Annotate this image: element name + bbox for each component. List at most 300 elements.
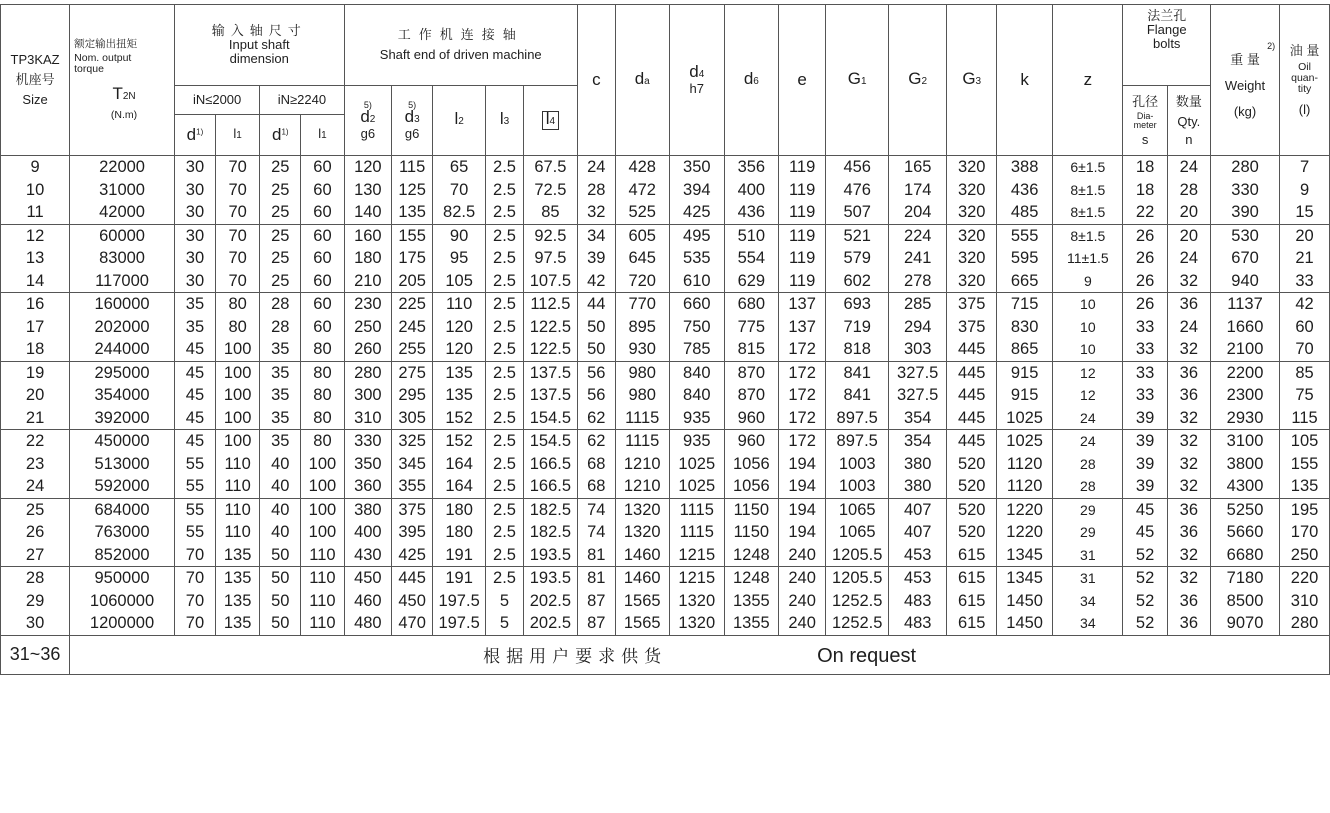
- cell-l1b: [301, 498, 344, 567]
- value-g3: 615: [957, 591, 986, 610]
- cell-w: [1210, 361, 1279, 430]
- value-l4: 107.5: [529, 271, 572, 290]
- value-e: 119: [788, 249, 816, 267]
- cell-g2: [889, 430, 947, 499]
- cell-l4: [523, 567, 577, 636]
- cell-d2: [344, 430, 392, 499]
- value-d6: 960: [737, 408, 766, 427]
- cell-t2n: [70, 156, 175, 225]
- cell-l2: [433, 156, 486, 225]
- value-d2: 380: [354, 500, 382, 519]
- value-d1a: 55: [185, 477, 205, 495]
- value-d2: 460: [354, 591, 382, 610]
- cell-g3: [947, 430, 997, 499]
- value-l4: 166.5: [529, 454, 572, 473]
- value-size: 18: [25, 340, 45, 358]
- value-da: 1565: [623, 614, 661, 632]
- value-g1: 1003: [838, 477, 876, 495]
- value-l2: 191: [445, 569, 473, 587]
- value-d2: 160: [354, 226, 382, 245]
- value-g3: 445: [957, 340, 986, 358]
- cell-c: [577, 156, 615, 225]
- value-w: 280: [1231, 158, 1259, 176]
- value-t2n: 117000: [95, 271, 149, 290]
- value-d1b: 40: [271, 454, 290, 473]
- value-z: 24: [1080, 409, 1096, 426]
- cell-s: [1123, 430, 1167, 499]
- value-l1b: 60: [313, 271, 332, 290]
- cell-z: [1053, 156, 1123, 225]
- value-l1b: 80: [313, 363, 332, 382]
- value-d4: 1115: [679, 523, 714, 541]
- col-d3-header: 5) d3 g6: [392, 86, 433, 156]
- value-g2: 204: [903, 203, 932, 221]
- cell-d3: [392, 430, 433, 499]
- col-g1-header: G1: [826, 5, 889, 156]
- cell-oil: [1280, 156, 1330, 225]
- value-l1a: 100: [223, 363, 252, 382]
- value-da: 645: [628, 249, 656, 267]
- value-oil: 105: [1290, 432, 1319, 450]
- value-k: 485: [1010, 203, 1039, 221]
- value-k: 1345: [1006, 545, 1043, 564]
- value-g2: 303: [903, 340, 932, 358]
- size-group-row: [1, 567, 1330, 636]
- value-g3: 520: [957, 523, 986, 541]
- value-size: 16: [25, 295, 45, 313]
- cell-w: [1210, 224, 1279, 293]
- value-w: 1137: [1227, 295, 1263, 313]
- value-d3: 355: [398, 477, 426, 495]
- value-d2: 280: [354, 363, 382, 382]
- value-d1a: 70: [185, 569, 205, 587]
- value-d2: 310: [354, 408, 382, 427]
- value-d6: 1150: [733, 523, 770, 541]
- cell-d6: [724, 361, 778, 430]
- cell-n: [1167, 293, 1210, 362]
- value-l1a: 100: [223, 408, 252, 427]
- value-k: 1345: [1006, 569, 1043, 587]
- cell-d1b: [260, 498, 301, 567]
- cell-e: [778, 498, 826, 567]
- cell-z: [1053, 498, 1123, 567]
- value-n: 32: [1179, 477, 1199, 495]
- cell-l4: [523, 224, 577, 293]
- value-l1b: 110: [309, 591, 336, 610]
- value-z: 10: [1080, 296, 1096, 312]
- value-t2n: 1200000: [89, 614, 155, 632]
- value-g3: 320: [957, 203, 986, 221]
- flange-qty-header: 数量 Qty. n: [1167, 86, 1210, 156]
- cell-n: [1167, 156, 1210, 225]
- value-g1: 1205.5: [831, 545, 883, 564]
- value-d4: 840: [683, 363, 711, 382]
- value-l1b: 110: [309, 569, 336, 587]
- value-d1a: 70: [185, 545, 205, 564]
- value-d6: 1355: [732, 614, 770, 632]
- value-l3: 2.5: [493, 363, 516, 382]
- value-d1b: 40: [271, 500, 290, 519]
- value-g1: 1252.5: [831, 591, 883, 610]
- value-e: 240: [788, 545, 816, 564]
- value-c: 34: [587, 226, 606, 245]
- value-n: 24: [1179, 158, 1199, 176]
- value-g3: 615: [957, 614, 986, 632]
- value-d1b: 25: [271, 271, 290, 290]
- cell-d2: [344, 224, 392, 293]
- cell-l1b: [301, 293, 344, 362]
- value-d3: 275: [398, 363, 426, 382]
- value-c: 56: [587, 363, 606, 382]
- value-d1a: 30: [185, 249, 205, 267]
- value-k: 915: [1010, 363, 1039, 382]
- value-g2: 483: [903, 591, 932, 610]
- value-l3: 2.5: [493, 386, 516, 404]
- value-w: 7180: [1226, 569, 1264, 587]
- cell-oil: [1280, 293, 1330, 362]
- value-s: 26: [1135, 295, 1155, 313]
- value-oil: 75: [1295, 386, 1314, 404]
- value-d1b: 25: [271, 249, 290, 267]
- value-z: 12: [1080, 387, 1096, 403]
- size-group-row: [1, 156, 1330, 225]
- value-da: 1210: [623, 477, 661, 495]
- value-d2: 430: [354, 545, 382, 564]
- cell-size: [1, 224, 70, 293]
- value-l3: 2.5: [493, 523, 516, 541]
- value-d4: 935: [683, 432, 711, 450]
- cell-size: [1, 498, 70, 567]
- value-d1b: 25: [271, 180, 290, 199]
- value-g2: 224: [903, 226, 932, 245]
- value-d3: 255: [398, 340, 426, 358]
- value-l1a: 110: [224, 454, 251, 473]
- value-d3: 245: [398, 317, 426, 336]
- cell-e: [778, 430, 826, 499]
- cell-z: [1053, 430, 1123, 499]
- value-z: 29: [1080, 524, 1096, 540]
- value-g1: 456: [843, 158, 871, 176]
- value-d1a: 45: [185, 340, 205, 358]
- value-size: 12: [25, 226, 45, 245]
- value-t2n: 852000: [94, 545, 150, 564]
- cell-l1b: [301, 224, 344, 293]
- value-d6: 400: [737, 180, 766, 199]
- footer-size: 31~36: [1, 635, 70, 674]
- value-l4: 166.5: [529, 477, 572, 495]
- value-size: 20: [25, 386, 45, 404]
- col-g3-header: G3: [947, 5, 997, 156]
- value-d4: 750: [683, 317, 711, 336]
- value-d3: 445: [398, 569, 426, 587]
- cell-d2: [344, 361, 392, 430]
- value-c: 81: [587, 569, 606, 587]
- value-d4: 840: [683, 386, 711, 404]
- value-l1a: 70: [228, 271, 247, 290]
- value-s: 39: [1135, 477, 1155, 495]
- cell-d2: [344, 567, 392, 636]
- value-s: 18: [1135, 180, 1155, 199]
- value-w: 1660: [1226, 317, 1264, 336]
- weight-header: 2) 重 量 Weight (kg): [1210, 5, 1279, 156]
- cell-l2: [433, 361, 486, 430]
- cell-oil: [1280, 567, 1330, 636]
- value-d3: 155: [398, 226, 426, 245]
- value-da: 1460: [623, 545, 661, 564]
- value-oil: 280: [1290, 614, 1319, 632]
- col-l2-header: l2: [433, 86, 486, 156]
- value-l1b: 110: [309, 614, 336, 632]
- value-l1a: 70: [228, 249, 247, 267]
- value-oil: 60: [1295, 317, 1314, 336]
- value-d4: 1025: [678, 454, 716, 473]
- value-size: 22: [25, 432, 45, 450]
- value-w: 530: [1231, 226, 1259, 245]
- value-z: 31: [1080, 570, 1096, 586]
- value-k: 436: [1010, 180, 1039, 199]
- value-d1a: 45: [185, 432, 205, 450]
- value-size: 21: [25, 408, 45, 427]
- value-size: 19: [25, 363, 45, 382]
- col-l1-a-header: l1: [215, 115, 259, 156]
- value-s: 39: [1135, 432, 1155, 450]
- col-c-header: c: [577, 5, 615, 156]
- cell-l2: [433, 430, 486, 499]
- value-w: 2930: [1226, 408, 1264, 427]
- value-c: 68: [587, 454, 606, 473]
- value-d4: 935: [683, 408, 711, 427]
- value-d1b: 35: [271, 363, 290, 382]
- value-size: 23: [25, 454, 45, 473]
- value-g1: 841: [843, 386, 871, 404]
- cell-c: [577, 361, 615, 430]
- value-s: 33: [1135, 340, 1155, 358]
- value-l1b: 60: [313, 158, 332, 176]
- value-l1b: 60: [313, 203, 332, 221]
- value-k: 1025: [1006, 432, 1043, 450]
- value-d1b: 40: [271, 523, 290, 541]
- value-l1a: 135: [223, 545, 252, 564]
- value-g2: 483: [903, 614, 932, 632]
- cell-d6: [724, 430, 778, 499]
- value-s: 33: [1135, 317, 1155, 336]
- value-l1b: 80: [313, 432, 332, 450]
- value-g3: 520: [957, 454, 986, 473]
- value-g3: 320: [957, 180, 986, 199]
- value-d2: 300: [354, 386, 382, 404]
- value-d6: 960: [737, 432, 766, 450]
- value-g3: 520: [957, 500, 986, 519]
- value-l2: 90: [449, 226, 469, 245]
- value-d1b: 35: [271, 340, 290, 358]
- value-l4: 202.5: [529, 614, 572, 632]
- cell-l1a: [215, 430, 259, 499]
- value-d4: 785: [683, 340, 711, 358]
- value-c: 39: [587, 249, 606, 267]
- value-g1: 1065: [838, 500, 876, 519]
- value-d2: 400: [354, 523, 382, 541]
- value-s: 26: [1135, 226, 1155, 245]
- value-c: 50: [587, 340, 606, 358]
- value-t2n: 763000: [94, 523, 150, 541]
- value-d1a: 30: [185, 180, 205, 199]
- cell-s: [1123, 224, 1167, 293]
- value-l2: 135: [445, 386, 473, 404]
- value-z: 10: [1080, 318, 1096, 335]
- value-d3: 395: [398, 523, 426, 541]
- value-w: 5250: [1226, 500, 1264, 519]
- value-d3: 135: [398, 203, 426, 221]
- value-l1a: 110: [224, 523, 251, 541]
- value-l2: 120: [445, 340, 473, 358]
- value-n: 36: [1179, 591, 1199, 610]
- value-l4: 182.5: [529, 500, 572, 519]
- value-w: 5660: [1226, 523, 1264, 541]
- value-n: 24: [1179, 317, 1199, 336]
- cell-k: [997, 567, 1053, 636]
- value-d1b: 35: [271, 408, 290, 427]
- value-z: 8±1.5: [1070, 227, 1106, 244]
- value-g3: 615: [957, 569, 986, 587]
- value-l1b: 80: [313, 386, 332, 404]
- value-size: 17: [25, 317, 45, 336]
- value-d4: 660: [683, 295, 711, 313]
- value-d4: 1320: [678, 614, 716, 632]
- cell-w: [1210, 498, 1279, 567]
- value-w: 670: [1231, 249, 1259, 267]
- value-l1a: 100: [223, 432, 252, 450]
- cell-n: [1167, 430, 1210, 499]
- cell-da: [615, 361, 669, 430]
- cell-l4: [523, 430, 577, 499]
- value-size: 27: [25, 545, 45, 564]
- value-s: 45: [1135, 523, 1155, 541]
- value-e: 194: [788, 500, 816, 519]
- value-d6: 870: [737, 363, 766, 382]
- value-l1a: 70: [228, 158, 247, 176]
- value-k: 915: [1010, 386, 1039, 404]
- value-d1a: 35: [185, 295, 205, 313]
- value-g2: 327.5: [897, 363, 939, 382]
- cell-d3: [392, 156, 433, 225]
- value-oil: 70: [1295, 340, 1314, 358]
- value-d6: 510: [737, 226, 766, 245]
- value-c: 42: [587, 271, 606, 290]
- cell-c: [577, 430, 615, 499]
- value-d2: 130: [354, 180, 382, 199]
- cell-e: [778, 224, 826, 293]
- cell-g1: [826, 567, 889, 636]
- cell-oil: [1280, 430, 1330, 499]
- value-l4: 137.5: [529, 363, 572, 382]
- value-l3: 2.5: [493, 340, 516, 358]
- value-s: 26: [1135, 249, 1155, 267]
- value-d2: 140: [354, 203, 382, 221]
- cell-da: [615, 156, 669, 225]
- value-l3: 2.5: [493, 295, 516, 313]
- cell-k: [997, 498, 1053, 567]
- size-group-row: [1, 361, 1330, 430]
- value-l4: 122.5: [529, 317, 572, 336]
- cell-l4: [523, 361, 577, 430]
- size-group-row: [1, 498, 1330, 567]
- value-l3: 2.5: [493, 569, 516, 587]
- cell-t2n: [70, 361, 175, 430]
- value-e: 172: [788, 340, 816, 358]
- value-l2: 120: [445, 317, 473, 336]
- value-z: 24: [1080, 433, 1096, 449]
- value-oil: 155: [1290, 454, 1319, 473]
- value-z: 11±1.5: [1067, 250, 1109, 266]
- value-c: 87: [587, 591, 606, 610]
- value-e: 240: [788, 591, 816, 610]
- footer-on-request: [70, 635, 1330, 674]
- value-e: 172: [788, 386, 816, 404]
- value-e: 194: [788, 454, 816, 473]
- cell-s: [1123, 293, 1167, 362]
- size-group-row: [1, 293, 1330, 362]
- value-t2n: 83000: [99, 249, 145, 267]
- value-g1: 897.5: [836, 432, 878, 450]
- value-d1a: 30: [185, 203, 205, 221]
- value-g1: 579: [843, 249, 871, 267]
- value-d3: 425: [398, 545, 426, 564]
- value-z: 28: [1080, 455, 1096, 472]
- value-l3: 5: [499, 614, 510, 632]
- cell-d2: [344, 293, 392, 362]
- cell-l4: [523, 293, 577, 362]
- value-n: 28: [1179, 180, 1199, 199]
- cell-t2n: [70, 430, 175, 499]
- value-d1b: 50: [271, 614, 290, 632]
- value-w: 2100: [1226, 340, 1264, 358]
- value-d1b: 25: [271, 226, 290, 245]
- value-t2n: 42000: [99, 203, 145, 221]
- value-d6: 436: [737, 203, 766, 221]
- value-oil: 9: [1299, 180, 1310, 199]
- value-d1b: 28: [271, 317, 290, 336]
- value-d4: 394: [683, 180, 711, 199]
- cell-g2: [889, 156, 947, 225]
- value-d1a: 45: [185, 408, 205, 427]
- value-w: 4300: [1226, 477, 1264, 495]
- value-l4: 97.5: [534, 249, 567, 267]
- value-n: 36: [1179, 295, 1199, 313]
- cell-d4: [669, 156, 724, 225]
- value-t2n: 295000: [94, 363, 150, 382]
- value-w: 330: [1231, 180, 1259, 199]
- value-g3: 320: [957, 271, 986, 290]
- value-w: 8500: [1226, 591, 1264, 610]
- value-d2: 360: [354, 477, 382, 495]
- col-z-header: z: [1053, 5, 1123, 156]
- value-l3: 2.5: [493, 454, 516, 473]
- value-g3: 375: [957, 317, 986, 336]
- value-g1: 1252.5: [831, 614, 883, 632]
- value-e: 119: [788, 226, 816, 245]
- value-d2: 330: [354, 432, 382, 450]
- value-d4: 1320: [678, 591, 716, 610]
- value-w: 2300: [1226, 386, 1264, 404]
- value-w: 3100: [1226, 432, 1264, 450]
- value-e: 172: [788, 432, 816, 450]
- value-g2: 278: [903, 271, 932, 290]
- value-l4: 182.5: [529, 523, 572, 541]
- value-l3: 2.5: [493, 180, 516, 199]
- value-e: 119: [788, 271, 816, 290]
- value-k: 1220: [1006, 523, 1043, 541]
- cell-t2n: [70, 498, 175, 567]
